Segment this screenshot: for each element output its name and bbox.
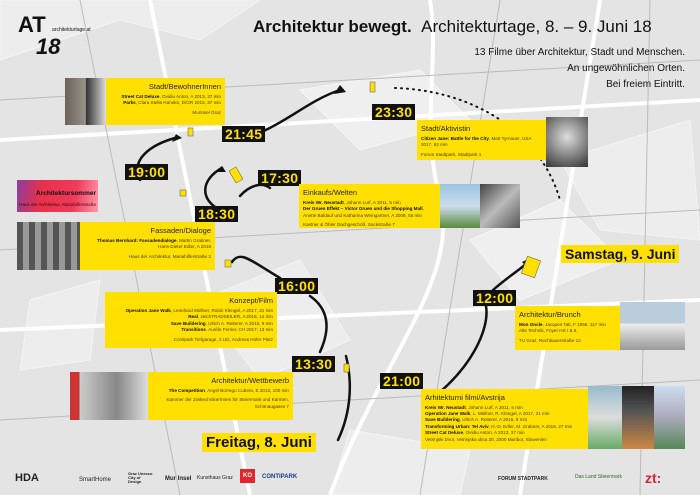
event-location: Kammer der ZiviltechnikerInnen für Steiermark und Kärnten, Schönaugasse 7 — [166, 397, 289, 409]
event-card-konzept — [105, 292, 277, 348]
film-info: , Ovidiu Anton, A 2013, 37 min — [159, 94, 221, 99]
time-label-2100: 21:00 — [380, 373, 423, 389]
sponsor-logo-zt: zt: — [645, 470, 662, 486]
film-title: Citizen Jane: Battle for the City — [421, 136, 489, 141]
event-category: Stadt/Aktivistin — [421, 124, 471, 133]
film-title: Mon Oncle — [519, 322, 543, 327]
logo-url: architekturtage.at — [52, 27, 91, 33]
time-label-1600: 16:00 — [275, 278, 318, 294]
sponsor-logo-kunsthaus: Kunsthaus Graz — [197, 475, 233, 481]
time-label-1900: 19:00 — [125, 164, 168, 180]
film-title: Thomas Bernhard: Fassadendialoge — [97, 238, 177, 243]
film-title: Operation Jane Walk — [425, 411, 471, 417]
event-venue: Alte Technik, Foyer HS I & II, — [519, 328, 578, 334]
film-info: , Johann Lurf, A 2011, 5 min — [465, 405, 523, 410]
event-category: Fassaden/Dialoge — [150, 226, 211, 235]
event-card-architektursommer — [17, 180, 98, 212]
page-title: Architektur bewegt. — [253, 17, 412, 36]
event-photo-gruen — [480, 184, 520, 228]
event-photo-jane-jacobs — [546, 117, 588, 167]
sponsor-logo-steiermark: Das Land Steiermark — [575, 474, 622, 480]
event-location: Haus der Architektur, Mariahilferstraße — [19, 202, 96, 207]
sponsor-logo-contipark: CONTIPARK — [262, 474, 298, 480]
film-title: Transitions — [181, 327, 206, 333]
event-photo-mon-oncle — [620, 302, 685, 350]
film-title: Street Cat Deluxe — [121, 94, 160, 99]
film-info: , H.-D. Edler, M. Grabner, A 2016, 27 min — [488, 423, 573, 429]
event-photo-cats — [65, 78, 106, 125]
tagline-line: 13 Filme über Architektur, Stadt und Menschen. — [474, 47, 685, 58]
page-subtitle: Architekturtage, 8. – 9. Juni 18 — [421, 17, 652, 36]
event-photo-maribor-2 — [622, 386, 654, 449]
film-title: Transforming Urban: Tel Aviv — [425, 423, 489, 429]
logo — [18, 12, 91, 59]
event-photo-competition — [70, 372, 148, 420]
film-title: Save Buildering — [425, 417, 460, 423]
event-category: Einkaufs/Welten — [303, 188, 358, 197]
day-label-friday: Freitag, 8. Juni — [202, 433, 316, 452]
time-label-2145: 21:45 — [222, 126, 265, 142]
event-card-fassaden — [80, 222, 215, 270]
film-info: , Johann Lurf, A 2011, 5 min — [343, 200, 401, 205]
event-location: Murinsel Graz — [192, 109, 221, 115]
event-category: Architektur/Wettbewerb — [211, 376, 289, 385]
film-info: , Anette Baldauf und Katharina Weingartner, A 2009, 55 min — [303, 206, 424, 218]
film-info: , Ulrich A. Reiterer, A 2015, 9 min — [459, 417, 528, 423]
event-location: Haus der Architektur, Mariahilferstraße 2 — [128, 253, 211, 259]
film-info: , Ulrich A. Reiterer, A 2015, 9 min — [205, 320, 273, 326]
event-photo-facade — [17, 222, 80, 270]
logo-year: 18 — [36, 34, 61, 59]
film-info: , Martin Grabner, Hans-Dieter Edler, A 2018 — [158, 238, 211, 250]
film-info: , zeichTRADSEILER, A 2015, 14 min — [197, 314, 273, 320]
event-card-brunch — [515, 306, 620, 350]
tagline-line: An ungewöhnlichen Orten. — [567, 63, 685, 74]
film-title: Parks — [123, 100, 136, 106]
sponsor-logo-forum-stadtpark: FORUM STADTPARK — [498, 476, 548, 482]
film-info: , Angel Borrego Cubero, E 2013, 100 min — [204, 388, 289, 393]
film-info: , Leonhard Müllner, Robin Klengel, A 2017, 21 min — [170, 308, 273, 313]
event-location: Kastner & Öhler Dachgeschoß, Sackstraße 7 — [303, 222, 395, 228]
logo-at: AT — [18, 12, 46, 37]
event-category: Konzept/Film — [229, 296, 273, 305]
event-location: Contipark Tiefgarage, 2.UG, Andreas Hofer Platz — [173, 336, 273, 342]
film-title: The Competition — [168, 388, 205, 393]
header — [253, 17, 652, 37]
sponsor-logo-murinsel: Mur Insel — [165, 476, 192, 482]
event-location: Vetrinjski Dvor, Vetrinjska ulica 30, 2000 Maribor, Slowenien — [425, 437, 547, 443]
event-card-bewohner — [106, 78, 225, 125]
film-info: , Clara Stella Hüneke, D/GR 2015, 37 min — [135, 100, 221, 106]
time-label-1730: 17:30 — [258, 170, 301, 186]
film-info: , Jacques Tati, F 1958, 117 min — [542, 322, 606, 327]
film-info: , Ovidiu Anton, A 2013, 37 min — [463, 429, 525, 435]
sponsor-logo-ko: KO — [240, 469, 255, 483]
event-photo-maribor-3 — [654, 386, 685, 449]
event-category: Architektur/Brunch — [519, 310, 581, 319]
film-info: , Matt Tyrnauer, USA 2017, 92 min — [421, 136, 532, 148]
day-label-saturday: Samstag, 9. Juni — [561, 245, 679, 263]
film-title: Street Cat Deluxe — [425, 429, 464, 435]
film-title: Save Buildering — [170, 320, 206, 326]
event-card-einkauf — [299, 184, 440, 228]
tagline-line: Bei freiem Eintritt. — [606, 79, 685, 90]
film-title: Der Gruen Effekt – Victor Gruen und die Shopping Mall — [303, 206, 423, 212]
event-photo-maribor-1 — [588, 386, 622, 449]
event-category: Stadt/BewohnerInnen — [148, 82, 221, 91]
film-title: Operation Jane Walk — [125, 308, 171, 313]
event-location: Forum Stadtpark, Stadtpark 1 — [421, 151, 482, 157]
film-title: Kreis Wr. Neustadt — [303, 200, 344, 205]
time-label-1330: 13:30 — [292, 356, 335, 372]
event-card-avstrija — [421, 389, 588, 449]
sponsor-bar — [15, 472, 685, 488]
header-tagline — [474, 45, 685, 93]
film-info: , L. Müllner, R. Klengel, A 2017, 21 min — [470, 411, 550, 417]
time-label-1830: 18:30 — [195, 206, 238, 222]
time-label-1200: 12:00 — [473, 290, 516, 306]
event-photo-mall — [440, 184, 480, 228]
event-category: Arhitekturni filmi/Avstrija — [425, 393, 505, 402]
event-card-aktivistin — [417, 120, 546, 160]
film-title: Kreis Wr. Neustadt — [425, 405, 466, 410]
event-card-wettbewerb — [148, 372, 293, 420]
event-location: TU Graz, Rechbauerstraße 12 — [519, 337, 581, 343]
event-category: Architektursommer — [36, 190, 96, 197]
film-info: , Aurèle Ferrier, CH 2017, 13 min — [205, 327, 273, 333]
time-label-2330: 23:30 — [372, 104, 415, 120]
sponsor-logo-smarthome: SmartHome — [79, 477, 112, 483]
sponsor-logo-hda: HDA — [15, 472, 39, 484]
film-title: Real — [188, 314, 198, 320]
sponsor-logo-unesco: Graz Unesco City of Design — [128, 471, 153, 484]
